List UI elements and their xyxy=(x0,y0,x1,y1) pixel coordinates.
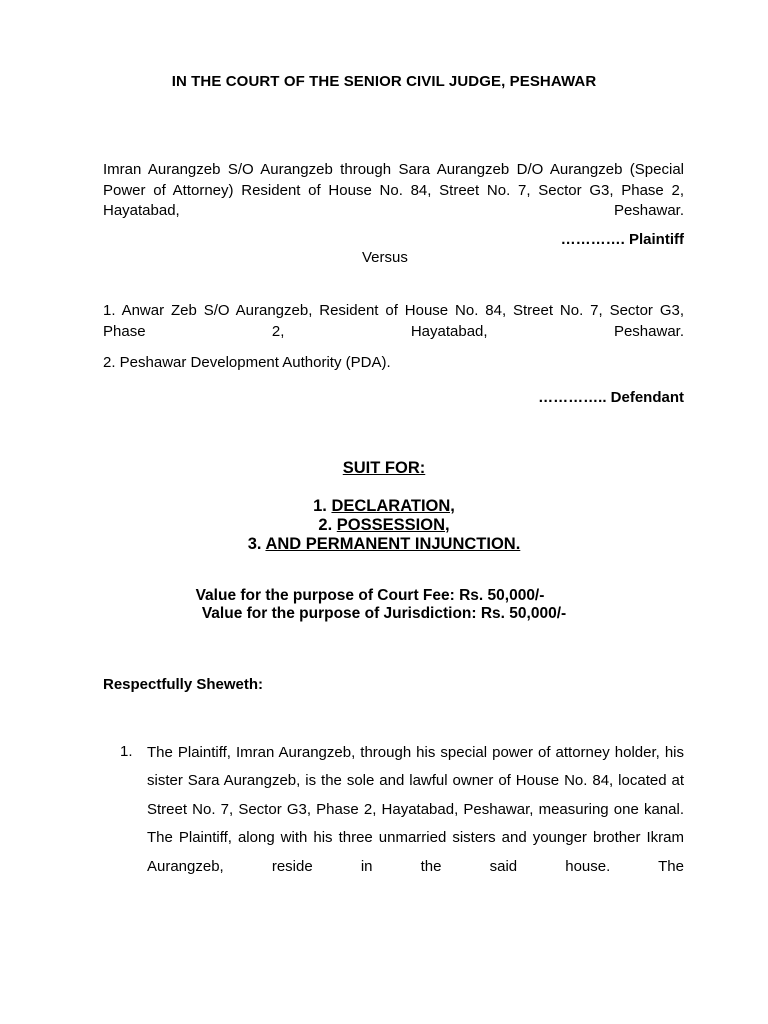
jurisdiction-value: Value for the purpose of Jurisdiction: Rs. 50,000/- xyxy=(201,605,567,622)
relief-text: AND PERMANENT INJUNCTION. xyxy=(265,535,521,553)
defendant-2-description: 2. Peshawar Development Authority (PDA). xyxy=(103,354,391,371)
defendant-label: ………….. Defendant xyxy=(538,389,684,406)
plaintiff-label: …………. Plaintiff xyxy=(560,231,684,248)
court-title: IN THE COURT OF THE SENIOR CIVIL JUDGE, PESHAWAR xyxy=(171,73,597,90)
relief-text: POSSESSION, xyxy=(336,516,450,534)
relief-number: 1. xyxy=(313,497,327,515)
relief-text: DECLARATION, xyxy=(331,497,455,515)
versus-label: Versus xyxy=(362,249,408,266)
relief-item xyxy=(0,535,768,554)
plaintiff-description: Imran Aurangzeb S/O Aurangzeb through Sara Aurangzeb D/O Aurangzeb (Special Power of Attorney) Resident of House No. 84, Street No. 7, Sector G3, Phase 2, Hayatabad, Peshawar. xyxy=(103,161,684,219)
paragraph-1-number: 1. xyxy=(120,743,133,760)
court-fee-value: Value for the purpose of Court Fee: Rs. 50,000/- xyxy=(195,587,545,604)
defendant-1-description: 1. Anwar Zeb S/O Aurangzeb, Resident of House No. 84, Street No. 7, Sector G3, Phase 2, Hayatabad, Peshawar. xyxy=(103,302,684,340)
relief-item xyxy=(0,516,768,535)
respectfully-sheweth-heading: Respectfully Sheweth: xyxy=(103,676,264,693)
relief-number: 3. xyxy=(247,535,262,553)
paragraph-1-text: The Plaintiff, Imran Aurangzeb, through his special power of attorney holder, his sister Sara Aurangzeb, is the sole and lawful owner of House No. 84, located at Street No. 7, Sector G3, Phase 2, Hayatabad, Peshawar, measuring one kanal. The Plaintiff, along with his three unmarried sisters and younger brother Ikram Aurangzeb, reside in the said house. The xyxy=(147,744,684,875)
suit-for-heading: SUIT FOR: xyxy=(342,459,426,477)
relief-number: 2. xyxy=(318,516,333,534)
relief-item xyxy=(0,497,768,516)
